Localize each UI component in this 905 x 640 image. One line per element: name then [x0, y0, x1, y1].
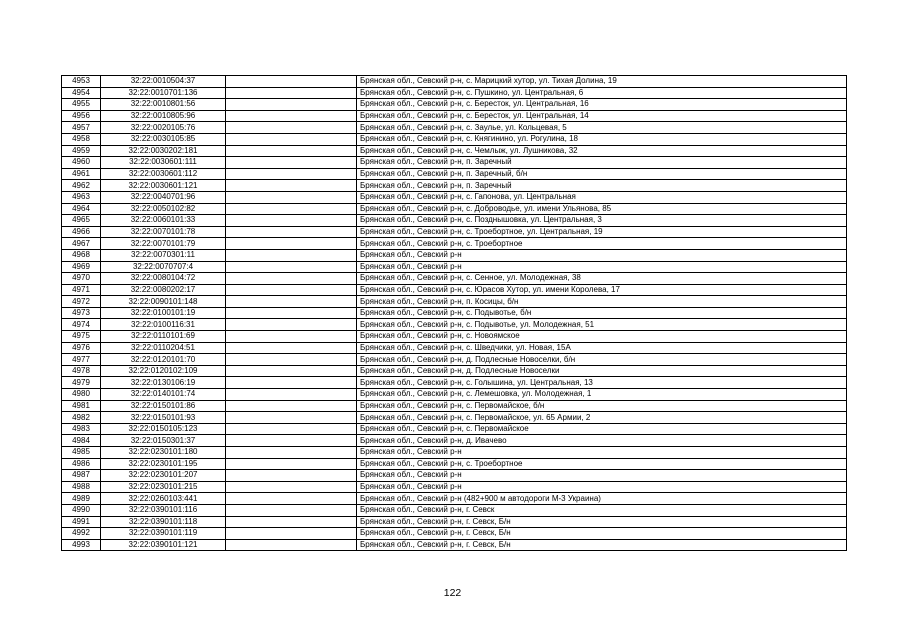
- cadastral-number-cell: 32:22:0120101:70: [101, 354, 226, 366]
- cadastral-number-cell: 32:22:0140101:74: [101, 389, 226, 401]
- cadastral-number-cell: 32:22:0390101:116: [101, 504, 226, 516]
- table-row: [62, 423, 847, 435]
- row-number-cell: 4991: [62, 516, 101, 528]
- cadastral-number-cell: 32:22:0100101:19: [101, 307, 226, 319]
- empty-cell: [226, 296, 357, 308]
- empty-cell: [226, 365, 357, 377]
- empty-cell: [226, 528, 357, 540]
- empty-cell: [226, 261, 357, 273]
- table-row: [62, 435, 847, 447]
- row-number-cell: 4963: [62, 191, 101, 203]
- empty-cell: [226, 110, 357, 122]
- table-row: [62, 331, 847, 343]
- table-row: [62, 99, 847, 111]
- table-row: [62, 504, 847, 516]
- cadastral-number-cell: 32:22:0030601:112: [101, 168, 226, 180]
- table-row: [62, 284, 847, 296]
- empty-cell: [226, 145, 357, 157]
- cadastral-number-cell: 32:22:0100116:31: [101, 319, 226, 331]
- address-cell: Брянская обл., Севский р-н, с. Гапонова, ул. Центральная: [357, 191, 847, 203]
- empty-cell: [226, 191, 357, 203]
- table-row: [62, 389, 847, 401]
- table-row: [62, 516, 847, 528]
- cadastral-number-cell: 32:22:0110204:51: [101, 342, 226, 354]
- cadastral-number-cell: 32:22:0010701:136: [101, 87, 226, 99]
- empty-cell: [226, 354, 357, 366]
- empty-cell: [226, 226, 357, 238]
- cadastral-number-cell: 32:22:0030202:181: [101, 145, 226, 157]
- address-cell: Брянская обл., Севский р-н, г. Севск, Б/н: [357, 516, 847, 528]
- cadastral-number-cell: 32:22:0070301:11: [101, 249, 226, 261]
- row-number-cell: 4980: [62, 389, 101, 401]
- cadastral-number-cell: 32:22:0080104:72: [101, 273, 226, 285]
- empty-cell: [226, 76, 357, 88]
- address-cell: Брянская обл., Севский р-н, с. Заулье, ул. Кольцевая, 5: [357, 122, 847, 134]
- cadastral-number-cell: 32:22:0030601:121: [101, 180, 226, 192]
- address-cell: Брянская обл., Севский р-н, с. Бересток, ул. Центральная, 14: [357, 110, 847, 122]
- cadastral-number-cell: 32:22:0070707:4: [101, 261, 226, 273]
- empty-cell: [226, 447, 357, 459]
- address-cell: Брянская обл., Севский р-н (482+900 м автодороги М-3 Украина): [357, 493, 847, 505]
- registry-table-body: [62, 76, 847, 551]
- cadastral-number-cell: 32:22:0070101:79: [101, 238, 226, 250]
- address-cell: Брянская обл., Севский р-н, с. Пушкино, ул. Центральная, 6: [357, 87, 847, 99]
- empty-cell: [226, 284, 357, 296]
- empty-cell: [226, 435, 357, 447]
- cadastral-number-cell: 32:22:0230101:207: [101, 470, 226, 482]
- cadastral-number-cell: 32:22:0050102:82: [101, 203, 226, 215]
- empty-cell: [226, 504, 357, 516]
- empty-cell: [226, 87, 357, 99]
- cadastral-number-cell: 32:22:0010504:37: [101, 76, 226, 88]
- address-cell: Брянская обл., Севский р-н, с. Новоямское: [357, 331, 847, 343]
- address-cell: Брянская обл., Севский р-н, г. Севск, Б/н: [357, 539, 847, 551]
- empty-cell: [226, 458, 357, 470]
- address-cell: Брянская обл., Севский р-н, д. Подлесные Новоселки, б/н: [357, 354, 847, 366]
- row-number-cell: 4974: [62, 319, 101, 331]
- page-number: 122: [443, 587, 462, 599]
- empty-cell: [226, 389, 357, 401]
- address-cell: Брянская обл., Севский р-н, с. Доброводье, ул. имени Ульянова, 85: [357, 203, 847, 215]
- address-cell: Брянская обл., Севский р-н, д. Подлесные Новоселки: [357, 365, 847, 377]
- address-cell: Брянская обл., Севский р-н, с. Первомайское, б/н: [357, 400, 847, 412]
- row-number-cell: 4977: [62, 354, 101, 366]
- address-cell: Брянская обл., Севский р-н: [357, 481, 847, 493]
- cadastral-number-cell: 32:22:0010801:56: [101, 99, 226, 111]
- table-row: [62, 191, 847, 203]
- row-number-cell: 4992: [62, 528, 101, 540]
- row-number-cell: 4976: [62, 342, 101, 354]
- table-row: [62, 447, 847, 459]
- cadastral-number-cell: 32:22:0110101:69: [101, 331, 226, 343]
- cadastral-number-cell: 32:22:0060101:33: [101, 215, 226, 227]
- cadastral-number-cell: 32:22:0150105:123: [101, 423, 226, 435]
- empty-cell: [226, 539, 357, 551]
- cadastral-number-cell: 32:22:0090101:148: [101, 296, 226, 308]
- address-cell: Брянская обл., Севский р-н, с. Первомайское, ул. 65 Армии, 2: [357, 412, 847, 424]
- cadastral-number-cell: 32:22:0390101:121: [101, 539, 226, 551]
- cadastral-number-cell: 32:22:0120102:109: [101, 365, 226, 377]
- address-cell: Брянская обл., Севский р-н, д. Ивачево: [357, 435, 847, 447]
- row-number-cell: 4982: [62, 412, 101, 424]
- empty-cell: [226, 307, 357, 319]
- cadastral-number-cell: 32:22:0230101:195: [101, 458, 226, 470]
- empty-cell: [226, 470, 357, 482]
- cadastral-number-cell: 32:22:0080202:17: [101, 284, 226, 296]
- table-row: [62, 180, 847, 192]
- table-row: [62, 122, 847, 134]
- row-number-cell: 4981: [62, 400, 101, 412]
- empty-cell: [226, 99, 357, 111]
- cadastral-number-cell: 32:22:0070101:78: [101, 226, 226, 238]
- empty-cell: [226, 400, 357, 412]
- table-row: [62, 319, 847, 331]
- address-cell: Брянская обл., Севский р-н, п. Заречный: [357, 180, 847, 192]
- cadastral-number-cell: 32:22:0150101:93: [101, 412, 226, 424]
- empty-cell: [226, 122, 357, 134]
- empty-cell: [226, 273, 357, 285]
- address-cell: Брянская обл., Севский р-н, с. Сенное, ул. Молодежная, 38: [357, 273, 847, 285]
- empty-cell: [226, 215, 357, 227]
- row-number-cell: 4993: [62, 539, 101, 551]
- row-number-cell: 4973: [62, 307, 101, 319]
- empty-cell: [226, 423, 357, 435]
- table-row: [62, 238, 847, 250]
- table-row: [62, 215, 847, 227]
- table-row: [62, 493, 847, 505]
- table-row: [62, 157, 847, 169]
- empty-cell: [226, 412, 357, 424]
- address-cell: Брянская обл., Севский р-н, с. Голышина, ул. Центральная, 13: [357, 377, 847, 389]
- cadastral-number-cell: 32:22:0030105:85: [101, 133, 226, 145]
- table-row: [62, 539, 847, 551]
- table-row: [62, 354, 847, 366]
- table-row: [62, 528, 847, 540]
- empty-cell: [226, 493, 357, 505]
- row-number-cell: 4956: [62, 110, 101, 122]
- row-number-cell: 4961: [62, 168, 101, 180]
- row-number-cell: 4978: [62, 365, 101, 377]
- address-cell: Брянская обл., Севский р-н, с. Троебортное: [357, 238, 847, 250]
- row-number-cell: 4989: [62, 493, 101, 505]
- table-row: [62, 470, 847, 482]
- table-row: [62, 226, 847, 238]
- table-row: [62, 249, 847, 261]
- address-cell: Брянская обл., Севский р-н, с. Лемешовка, ул. Молодежная, 1: [357, 389, 847, 401]
- row-number-cell: 4988: [62, 481, 101, 493]
- cadastral-number-cell: 32:22:0030601:111: [101, 157, 226, 169]
- table-row: [62, 76, 847, 88]
- row-number-cell: 4953: [62, 76, 101, 88]
- table-row: [62, 110, 847, 122]
- row-number-cell: 4969: [62, 261, 101, 273]
- row-number-cell: 4984: [62, 435, 101, 447]
- row-number-cell: 4962: [62, 180, 101, 192]
- address-cell: Брянская обл., Севский р-н, с. Первомайское: [357, 423, 847, 435]
- cadastral-number-cell: 32:22:0390101:119: [101, 528, 226, 540]
- empty-cell: [226, 180, 357, 192]
- row-number-cell: 4965: [62, 215, 101, 227]
- row-number-cell: 4968: [62, 249, 101, 261]
- row-number-cell: 4966: [62, 226, 101, 238]
- table-row: [62, 342, 847, 354]
- empty-cell: [226, 481, 357, 493]
- empty-cell: [226, 516, 357, 528]
- address-cell: Брянская обл., Севский р-н, с. Бересток, ул. Центральная, 16: [357, 99, 847, 111]
- address-cell: Брянская обл., Севский р-н, с. Троебортное, ул. Центральная, 19: [357, 226, 847, 238]
- address-cell: Брянская обл., Севский р-н, с. Шведчики, ул. Новая, 15А: [357, 342, 847, 354]
- table-row: [62, 87, 847, 99]
- table-row: [62, 145, 847, 157]
- row-number-cell: 4990: [62, 504, 101, 516]
- cadastral-number-cell: 32:22:0130106:19: [101, 377, 226, 389]
- address-cell: Брянская обл., Севский р-н: [357, 447, 847, 459]
- address-cell: Брянская обл., Севский р-н: [357, 249, 847, 261]
- table-row: [62, 261, 847, 273]
- address-cell: Брянская обл., Севский р-н, г. Севск: [357, 504, 847, 516]
- address-cell: Брянская обл., Севский р-н, п. Заречный, б/н: [357, 168, 847, 180]
- table-row: [62, 307, 847, 319]
- address-cell: Брянская обл., Севский р-н, с. Чемлыж, ул. Лушникова, 32: [357, 145, 847, 157]
- address-cell: Брянская обл., Севский р-н, п. Заречный: [357, 157, 847, 169]
- row-number-cell: 4979: [62, 377, 101, 389]
- cadastral-number-cell: 32:22:0390101:118: [101, 516, 226, 528]
- table-row: [62, 400, 847, 412]
- row-number-cell: 4971: [62, 284, 101, 296]
- address-cell: Брянская обл., Севский р-н, с. Подывотье, ул. Молодежная, 51: [357, 319, 847, 331]
- cadastral-number-cell: 32:22:0040701:96: [101, 191, 226, 203]
- empty-cell: [226, 168, 357, 180]
- empty-cell: [226, 377, 357, 389]
- address-cell: Брянская обл., Севский р-н, с. Марицкий хутор, ул. Тихая Долина, 19: [357, 76, 847, 88]
- empty-cell: [226, 249, 357, 261]
- row-number-cell: 4958: [62, 133, 101, 145]
- table-row: [62, 481, 847, 493]
- address-cell: Брянская обл., Севский р-н: [357, 470, 847, 482]
- empty-cell: [226, 342, 357, 354]
- address-cell: Брянская обл., Севский р-н, с. Княгинино, ул. Рогулина, 18: [357, 133, 847, 145]
- cadastral-number-cell: 32:22:0230101:215: [101, 481, 226, 493]
- row-number-cell: 4975: [62, 331, 101, 343]
- row-number-cell: 4964: [62, 203, 101, 215]
- address-cell: Брянская обл., Севский р-н, п. Косицы, б/н: [357, 296, 847, 308]
- cadastral-number-cell: 32:22:0150101:86: [101, 400, 226, 412]
- cadastral-number-cell: 32:22:0010805:96: [101, 110, 226, 122]
- row-number-cell: 4954: [62, 87, 101, 99]
- table-row: [62, 133, 847, 145]
- row-number-cell: 4970: [62, 273, 101, 285]
- registry-table: [61, 75, 847, 551]
- cadastral-number-cell: 32:22:0150301:37: [101, 435, 226, 447]
- row-number-cell: 4972: [62, 296, 101, 308]
- row-number-cell: 4959: [62, 145, 101, 157]
- address-cell: Брянская обл., Севский р-н, с. Троебортное: [357, 458, 847, 470]
- table-row: [62, 296, 847, 308]
- address-cell: Брянская обл., Севский р-н, с. Позднышовка, ул. Центральная, 3: [357, 215, 847, 227]
- row-number-cell: 4987: [62, 470, 101, 482]
- row-number-cell: 4986: [62, 458, 101, 470]
- empty-cell: [226, 238, 357, 250]
- empty-cell: [226, 157, 357, 169]
- table-row: [62, 458, 847, 470]
- table-row: [62, 377, 847, 389]
- cadastral-number-cell: 32:22:0020105:76: [101, 122, 226, 134]
- table-row: [62, 412, 847, 424]
- cadastral-number-cell: 32:22:0260103:441: [101, 493, 226, 505]
- empty-cell: [226, 203, 357, 215]
- table-row: [62, 365, 847, 377]
- row-number-cell: 4960: [62, 157, 101, 169]
- row-number-cell: 4983: [62, 423, 101, 435]
- address-cell: Брянская обл., Севский р-н, с. Юрасов Хутор, ул. имени Королева, 17: [357, 284, 847, 296]
- cadastral-number-cell: 32:22:0230101:180: [101, 447, 226, 459]
- row-number-cell: 4967: [62, 238, 101, 250]
- address-cell: Брянская обл., Севский р-н, г. Севск, Б/н: [357, 528, 847, 540]
- address-cell: Брянская обл., Севский р-н: [357, 261, 847, 273]
- row-number-cell: 4957: [62, 122, 101, 134]
- row-number-cell: 4985: [62, 447, 101, 459]
- table-row: [62, 168, 847, 180]
- table-row: [62, 273, 847, 285]
- row-number-cell: 4955: [62, 99, 101, 111]
- empty-cell: [226, 319, 357, 331]
- empty-cell: [226, 331, 357, 343]
- table-row: [62, 203, 847, 215]
- empty-cell: [226, 133, 357, 145]
- address-cell: Брянская обл., Севский р-н, с. Подывотье, б/н: [357, 307, 847, 319]
